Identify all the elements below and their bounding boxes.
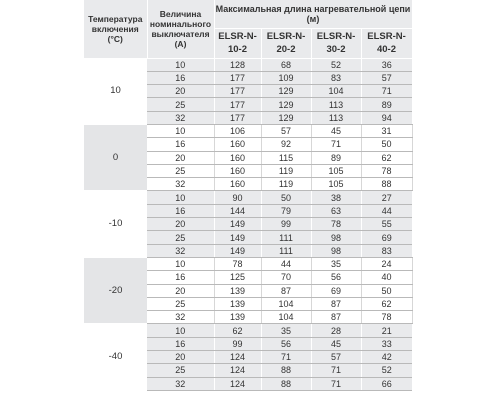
length-value-cell: 45: [311, 124, 361, 137]
length-value-cell: 124: [214, 364, 261, 377]
length-value-cell: 149: [214, 244, 261, 257]
temperature-group: [84, 191, 412, 257]
length-value-cell: 57: [311, 351, 361, 364]
breaker-rating-cell: 16: [147, 138, 214, 151]
length-value-cell: 70: [261, 271, 311, 284]
length-value-cell: 78: [214, 257, 261, 270]
length-value-cell: 177: [214, 111, 261, 124]
breaker-rating-cell: 32: [147, 178, 214, 191]
breaker-rating-header: Величина номинального выключателя (А): [147, 0, 214, 58]
temperature-cell: 10: [84, 58, 147, 124]
length-value-cell: 71: [311, 364, 361, 377]
length-value-cell: 89: [361, 98, 412, 111]
table-row: [84, 257, 412, 270]
length-value-cell: 66: [361, 377, 412, 390]
breaker-rating-cell: 10: [147, 324, 214, 337]
breaker-rating-cell: 10: [147, 257, 214, 270]
length-value-cell: 139: [214, 311, 261, 324]
length-value-cell: 129: [261, 98, 311, 111]
length-value-cell: 31: [361, 124, 412, 137]
length-value-cell: 119: [261, 178, 311, 191]
breaker-rating-cell: 20: [147, 151, 214, 164]
length-value-cell: 42: [361, 351, 412, 364]
length-value-cell: 99: [261, 218, 311, 231]
length-value-cell: 57: [361, 71, 412, 84]
breaker-rating-cell: 10: [147, 124, 214, 137]
length-value-cell: 89: [311, 151, 361, 164]
length-value-cell: 50: [261, 191, 311, 204]
length-value-cell: 40: [361, 271, 412, 284]
length-value-cell: 69: [311, 284, 361, 297]
breaker-rating-cell: 25: [147, 231, 214, 244]
temperature-group: [84, 58, 412, 124]
length-value-cell: 160: [214, 164, 261, 177]
length-value-cell: 57: [261, 124, 311, 137]
length-value-cell: 106: [214, 124, 261, 137]
breaker-rating-cell: 32: [147, 377, 214, 390]
length-value-cell: 83: [361, 244, 412, 257]
length-value-cell: 88: [261, 377, 311, 390]
length-value-cell: 128: [214, 58, 261, 71]
length-value-cell: 52: [361, 364, 412, 377]
length-value-cell: 36: [361, 58, 412, 71]
length-value-cell: 104: [311, 85, 361, 98]
length-value-cell: 56: [261, 337, 311, 350]
length-value-cell: 125: [214, 271, 261, 284]
length-value-cell: 71: [311, 377, 361, 390]
breaker-rating-cell: 20: [147, 351, 214, 364]
breaker-rating-cell: 16: [147, 204, 214, 217]
length-value-cell: 21: [361, 324, 412, 337]
length-value-cell: 149: [214, 231, 261, 244]
temperature-group: [84, 257, 412, 323]
length-value-cell: 113: [311, 98, 361, 111]
length-value-cell: 78: [311, 218, 361, 231]
length-value-cell: 149: [214, 218, 261, 231]
length-value-cell: 87: [311, 297, 361, 310]
length-value-cell: 104: [261, 311, 311, 324]
length-value-cell: 113: [311, 111, 361, 124]
breaker-rating-cell: 32: [147, 311, 214, 324]
length-value-cell: 105: [311, 178, 361, 191]
length-value-cell: 87: [261, 284, 311, 297]
length-value-cell: 38: [311, 191, 361, 204]
model-header: ELSR-N-40-2: [361, 28, 412, 58]
length-value-cell: 62: [214, 324, 261, 337]
length-value-cell: 111: [261, 244, 311, 257]
breaker-rating-cell: 16: [147, 337, 214, 350]
length-value-cell: 68: [261, 58, 311, 71]
length-value-cell: 78: [361, 311, 412, 324]
length-value-cell: 56: [311, 271, 361, 284]
length-value-cell: 88: [261, 364, 311, 377]
model-header: ELSR-N-30-2: [311, 28, 361, 58]
length-value-cell: 63: [311, 204, 361, 217]
temperature-cell: 0: [84, 124, 147, 190]
breaker-rating-cell: 20: [147, 218, 214, 231]
length-value-cell: 119: [261, 164, 311, 177]
model-header: ELSR-N-20-2: [261, 28, 311, 58]
length-value-cell: 28: [311, 324, 361, 337]
length-value-cell: 44: [261, 257, 311, 270]
table-header: [84, 0, 412, 58]
length-value-cell: 109: [261, 71, 311, 84]
breaker-rating-cell: 16: [147, 271, 214, 284]
length-value-cell: 35: [311, 257, 361, 270]
length-value-cell: 139: [214, 284, 261, 297]
length-value-cell: 24: [361, 257, 412, 270]
length-value-cell: 27: [361, 191, 412, 204]
length-value-cell: 90: [214, 191, 261, 204]
breaker-rating-cell: 20: [147, 85, 214, 98]
length-value-cell: 160: [214, 138, 261, 151]
length-value-cell: 92: [261, 138, 311, 151]
length-value-cell: 79: [261, 204, 311, 217]
breaker-rating-cell: 10: [147, 191, 214, 204]
table-row: [84, 58, 412, 71]
length-value-cell: 55: [361, 218, 412, 231]
length-value-cell: 98: [311, 244, 361, 257]
length-value-cell: 71: [361, 85, 412, 98]
length-value-cell: 104: [261, 297, 311, 310]
length-value-cell: 50: [361, 284, 412, 297]
length-value-cell: 177: [214, 71, 261, 84]
length-value-cell: 71: [261, 351, 311, 364]
breaker-rating-cell: 16: [147, 71, 214, 84]
length-value-cell: 83: [311, 71, 361, 84]
length-value-cell: 78: [361, 164, 412, 177]
temperature-cell: -40: [84, 324, 147, 390]
length-value-cell: 124: [214, 377, 261, 390]
breaker-rating-cell: 25: [147, 364, 214, 377]
breaker-rating-cell: 32: [147, 244, 214, 257]
length-value-cell: 45: [311, 337, 361, 350]
length-value-cell: 129: [261, 111, 311, 124]
breaker-rating-cell: 25: [147, 98, 214, 111]
length-value-cell: 50: [361, 138, 412, 151]
length-value-cell: 129: [261, 85, 311, 98]
length-value-cell: 94: [361, 111, 412, 124]
breaker-rating-cell: 25: [147, 164, 214, 177]
length-value-cell: 98: [311, 231, 361, 244]
length-value-cell: 99: [214, 337, 261, 350]
temperature-group: [84, 324, 412, 390]
length-value-cell: 87: [311, 311, 361, 324]
temperature-group: [84, 124, 412, 190]
breaker-rating-cell: 20: [147, 284, 214, 297]
length-value-cell: 71: [311, 138, 361, 151]
length-value-cell: 35: [261, 324, 311, 337]
length-value-cell: 111: [261, 231, 311, 244]
breaker-rating-cell: 32: [147, 111, 214, 124]
length-value-cell: 124: [214, 351, 261, 364]
table-row: [84, 124, 412, 137]
length-value-cell: 69: [361, 231, 412, 244]
length-value-cell: 160: [214, 178, 261, 191]
length-value-cell: 177: [214, 98, 261, 111]
length-value-cell: 62: [361, 297, 412, 310]
length-value-cell: 139: [214, 297, 261, 310]
breaker-rating-cell: 10: [147, 58, 214, 71]
length-value-cell: 105: [311, 164, 361, 177]
heating-cable-length-table: [84, 0, 413, 391]
length-value-cell: 44: [361, 204, 412, 217]
length-value-cell: 33: [361, 337, 412, 350]
length-value-cell: 160: [214, 151, 261, 164]
length-value-cell: 52: [311, 58, 361, 71]
breaker-rating-cell: 25: [147, 297, 214, 310]
length-value-cell: 115: [261, 151, 311, 164]
length-value-cell: 144: [214, 204, 261, 217]
table-row: [84, 191, 412, 204]
temperature-cell: -10: [84, 191, 147, 257]
model-header: ELSR-N-10-2: [214, 28, 261, 58]
length-value-cell: 62: [361, 151, 412, 164]
length-value-cell: 88: [361, 178, 412, 191]
table-row: [84, 324, 412, 337]
length-value-cell: 177: [214, 85, 261, 98]
temperature-header: Температура включения (°C): [84, 0, 147, 58]
max-length-header: Максимальная длина нагревательной цепи (м): [214, 0, 412, 28]
temperature-cell: -20: [84, 257, 147, 323]
